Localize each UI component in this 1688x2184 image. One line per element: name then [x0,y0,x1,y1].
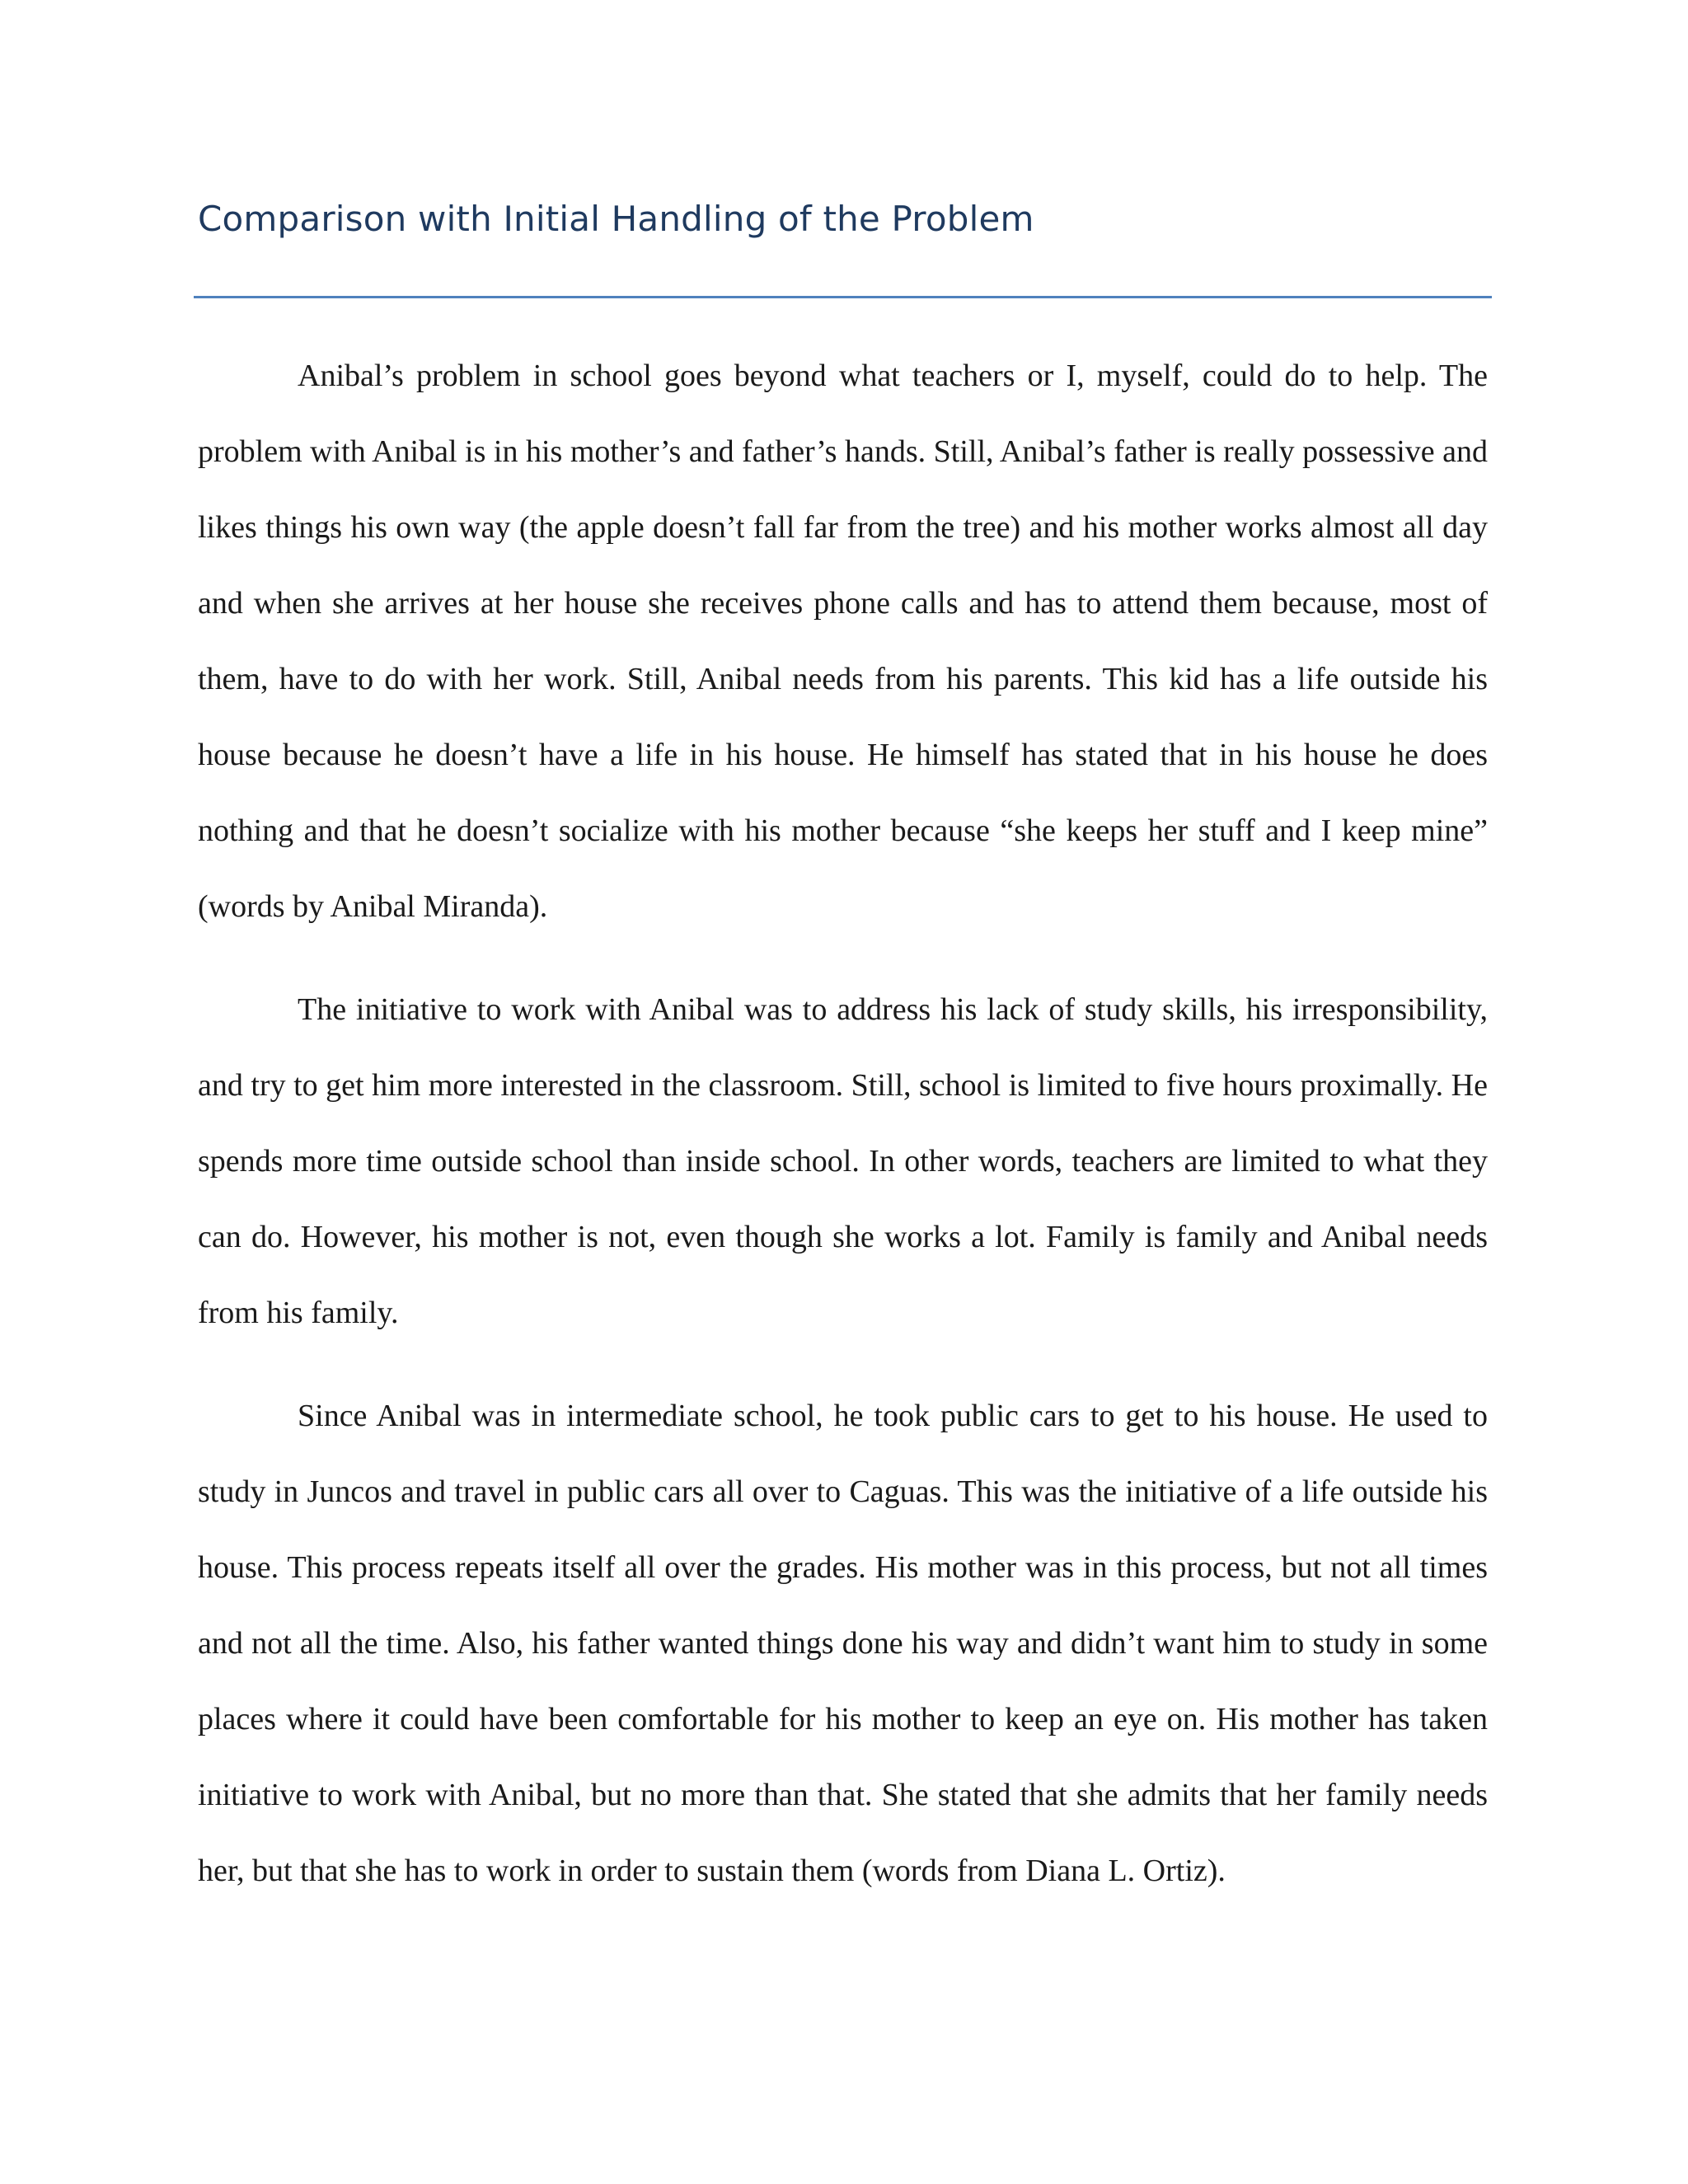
body-text [198,338,1488,1936]
paragraph-2: The initiative to work with Anibal was to address his lack of study skills, his irresponsibility, and try to get him more interested in the classroom. Still, school is limited to five hours proximally. He spends more time outside school than inside school. In other words, teachers are limited to what they can do. However, his mother is not, even though she works a lot. Family is family and Anibal needs from his family. [198,992,1488,1330]
heading-divider [194,296,1492,298]
section-heading: Comparison with Initial Handling of the Problem [198,199,1034,239]
paragraph-3: Since Anibal was in intermediate school, he took public cars to get to his house. He used to study in Juncos and travel in public cars all over to Caguas. This was the initiative of a life outside his house. This process repeats itself all over the grades. His mother was in this process, but not all times and not all the time. Also, his father wanted things done his way and didn’t want him to study in some places where it could have been comfortable for his mother to keep an eye on. His mother has taken initiative to work with Anibal, but no more than that. She stated that she admits that her family needs her, but that she has to work in order to sustain them (words from Diana L. Ortiz). [198,1399,1488,1888]
paragraph-1: Anibal’s problem in school goes beyond what teachers or I, myself, could do to help. The problem with Anibal is in his mother’s and father’s hands. Still, Anibal’s father is really possessive and likes things his own way (the apple doesn’t fall far from the tree) and his mother works almost all day and when she arrives at her house she receives phone calls and has to attend them because, most of them, have to do with her work. Still, Anibal needs from his parents. This kid has a life outside his house because he doesn’t have a life in his house. He himself has stated that in his house he does nothing and that he doesn’t socialize with his mother because “she keeps her stuff and I keep mine” (words by Anibal Miranda). [198,359,1488,924]
